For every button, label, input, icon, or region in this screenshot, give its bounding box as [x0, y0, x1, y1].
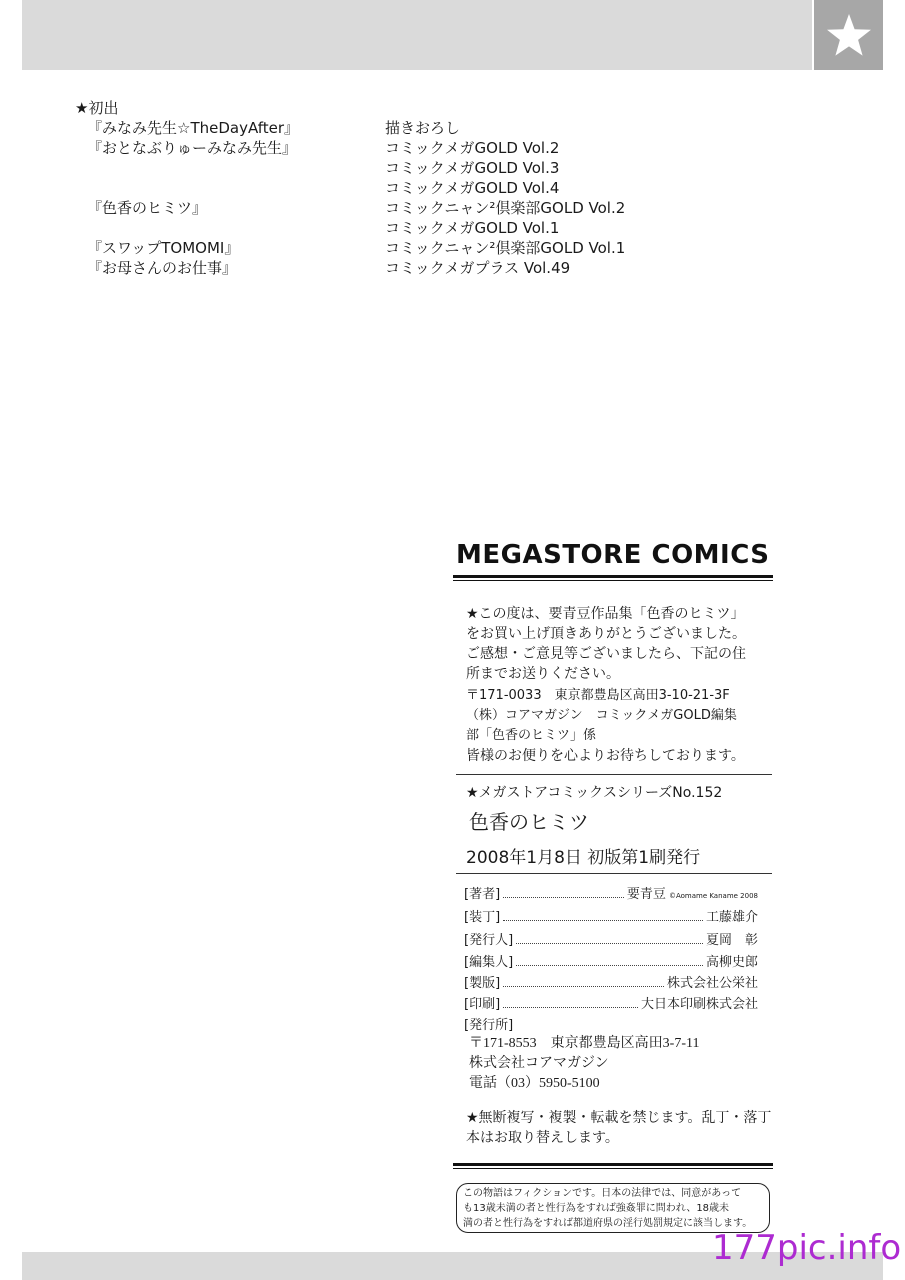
address-line: （株）コアマガジン コミックメガGOLD編集 — [466, 708, 737, 723]
mailing-address — [466, 686, 737, 746]
divider — [453, 575, 773, 578]
copyright-note: ©Aomame Kaname 2008 — [668, 892, 758, 900]
leader-dots — [516, 965, 703, 966]
address-line: 部「色香のヒミツ」係 — [466, 728, 597, 743]
disclaimer-line: 満の者と性行為をすれば都道府県の淫行処罰規定に該当します。 — [463, 1218, 753, 1229]
story-source: 描きおろし — [385, 119, 461, 137]
divider — [453, 1163, 773, 1166]
credit-value: 株式会社公栄社 — [666, 976, 758, 991]
list-item — [87, 138, 560, 158]
copyright-notice — [466, 1108, 771, 1148]
divider — [456, 873, 772, 874]
credit-label: [発行人] — [464, 933, 514, 948]
corner-tab — [814, 0, 883, 70]
credit-value: 要青豆 — [626, 887, 666, 902]
leader-dots — [516, 943, 703, 944]
divider — [453, 580, 773, 581]
message-line: をお買い上げ頂きありがとうございました。 — [466, 626, 746, 642]
credit-row — [464, 929, 758, 949]
story-source: コミックメガプラス Vol.49 — [385, 259, 571, 277]
leader-dots — [503, 1007, 638, 1008]
credit-row — [464, 906, 758, 926]
disclaimer-line: も13歳未満の者と性行為をすれば強姦罪に問われ、18歳未 — [463, 1203, 730, 1214]
story-title: 『お母さんのお仕事』 — [87, 259, 238, 277]
publisher-label: [発行所] — [464, 1018, 514, 1033]
leader-dots — [503, 897, 624, 898]
publisher-line: 〒171-8553 東京都豊島区高田3-7-11 — [469, 1036, 700, 1051]
story-title: 『おとなぶりゅーみなみ先生』 — [87, 139, 298, 157]
publisher-line: 電話（03）5950-5100 — [469, 1076, 600, 1091]
credit-row — [464, 883, 758, 903]
publish-date: 2008年1月8日 初版第1刷発行 — [466, 848, 701, 868]
credit-value: 工藤雄介 — [705, 910, 758, 925]
story-source: コミックメガGOLD Vol.1 — [385, 219, 560, 237]
story-title: 『みなみ先生☆TheDayAfter』 — [87, 119, 299, 137]
credit-row — [464, 951, 758, 971]
story-title: 『スワップTOMOMI』 — [87, 239, 240, 257]
divider — [456, 774, 772, 775]
credit-label: [著者] — [464, 887, 501, 902]
fiction-disclaimer — [456, 1183, 770, 1233]
story-source: コミックメガGOLD Vol.2 — [385, 139, 560, 157]
notice-line: ★無断複写・複製・転載を禁じます。乱丁・落丁 — [466, 1110, 772, 1126]
list-item — [87, 118, 461, 138]
star-icon — [825, 12, 873, 58]
book-title: 色香のヒミツ — [469, 810, 589, 834]
story-source: コミックメガGOLD Vol.4 — [385, 179, 560, 197]
message-line: 所までお送りください。 — [466, 666, 620, 682]
list-item — [87, 238, 626, 258]
message-line: ★この度は、要青豆作品集「色香のヒミツ」 — [466, 606, 745, 622]
story-source: コミックニャン²倶楽部GOLD Vol.1 — [385, 239, 626, 257]
story-title: 『色香のヒミツ』 — [87, 199, 208, 217]
story-source: コミックメガGOLD Vol.3 — [385, 159, 560, 177]
list-item — [87, 198, 626, 218]
notice-line: 本はお取り替えします。 — [466, 1130, 619, 1146]
publisher-info — [469, 1034, 699, 1094]
leader-dots — [503, 920, 703, 921]
credit-value: 夏岡 彰 — [705, 933, 758, 948]
first-appearance-heading: ★初出 — [75, 99, 119, 117]
divider — [453, 1168, 773, 1169]
credit-row — [464, 993, 758, 1013]
story-source: コミックニャン²倶楽部GOLD Vol.2 — [385, 199, 626, 217]
site-watermark: 177pic.info — [712, 1228, 902, 1268]
credit-label: [装丁] — [464, 910, 501, 925]
credit-value: 高柳史郎 — [705, 955, 758, 970]
address-line: 〒171-0033 東京都豊島区高田3-10-21-3F — [466, 688, 730, 703]
megastore-comics-logo: MEGASTORE COMICS — [456, 540, 770, 570]
credit-value: 大日本印刷株式会社 — [640, 997, 758, 1012]
credit-label: [製版] — [464, 976, 501, 991]
disclaimer-line: この物語はフィクションです。日本の法律では、同意があって — [463, 1188, 742, 1199]
credit-label: [編集人] — [464, 955, 514, 970]
credit-label: [印刷] — [464, 997, 501, 1012]
closing-message: 皆様のお便りを心よりお待ちしております。 — [466, 748, 745, 764]
publisher-line: 株式会社コアマガジン — [469, 1056, 609, 1071]
list-item — [87, 258, 571, 278]
leader-dots — [503, 986, 664, 987]
series-number: ★メガストアコミックスシリーズNo.152 — [466, 785, 723, 801]
top-gray-band — [22, 0, 812, 70]
reader-message — [466, 604, 746, 684]
credit-row — [464, 972, 758, 992]
message-line: ご感想・ご意見等ございましたら、下記の住 — [466, 646, 746, 662]
